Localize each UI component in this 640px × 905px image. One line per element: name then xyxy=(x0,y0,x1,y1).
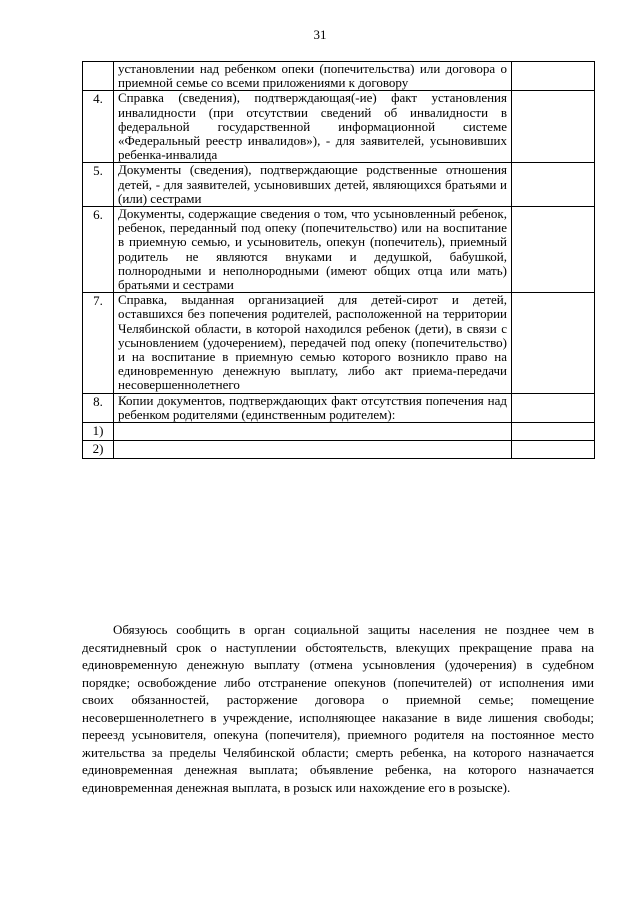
table-row xyxy=(83,62,595,91)
row-document-text: установлении над ребенком опеки (попечительства) или договора о приемной семье со всеми приложениями к договору xyxy=(114,62,512,91)
row-number xyxy=(83,62,114,91)
table-row xyxy=(83,163,595,207)
row-number: 1) xyxy=(83,423,114,441)
row-document-text: Справка, выданная организацией для детей-сирот и детей, оставшихся без попечения родителей, расположенной на территории Челябинской области, в которой находился ребенок (дети), в связи с усыновлением (удочерением), передачей под опеку (попечительство) и на воспитание в приемную семью которого возникло право на единовременную денежную выплату, либо акт приема-передачи несовершеннолетнего xyxy=(114,293,512,393)
row-number: 7. xyxy=(83,293,114,393)
row-document-text xyxy=(114,441,512,459)
row-number: 8. xyxy=(83,393,114,422)
table-row xyxy=(83,293,595,393)
row-number: 2) xyxy=(83,441,114,459)
documents-table xyxy=(82,61,595,459)
row-document-text: Документы, содержащие сведения о том, что усыновленный ребенок, ребенок, переданный под опеку (попечительство) или на воспитание в приемную семью, и усыновитель, опекун (попечитель), приемный родитель не являются внуками и дедушкой, бабушкой, полнородными и неполнородными (имеют общих отца или мать) братьями и сестрами xyxy=(114,207,512,293)
row-document-text: Документы (сведения), подтверждающие родственные отношения детей, - для заявителей, усыновивших детей, являющихся братьями и (или) сестрами xyxy=(114,163,512,207)
row-number: 4. xyxy=(83,91,114,163)
row-blank-cell xyxy=(512,163,595,207)
table-row xyxy=(83,423,595,441)
row-blank-cell xyxy=(512,423,595,441)
row-blank-cell xyxy=(512,441,595,459)
row-blank-cell xyxy=(512,393,595,422)
obligation-paragraph: Обязуюсь сообщить в орган социальной защиты населения не позднее чем в десятидневный срок о наступлении обстоятельств, влекущих прекращение права на единовременную денежную выплату (отмена усыновления (удочерения) в судебном порядке; освобождение либо отстранение опекунов (попечителей) от исполнения ими своих обязанностей, расторжение договора о приемной семье; помещение несовершеннолетнего в учреждение, исполняющее наказание в виде лишения свободы; переезд усыновителя, опекуна (попечителя), приемного родителя на постоянное место жительства за пределы Челябинской области; смерть ребенка, на которого назначается единовременная денежная выплата; объявление ребенка, на которого назначается единовременная денежная выплата, в розыск или нахождение его в розыске). xyxy=(82,622,594,795)
table-row xyxy=(83,207,595,293)
row-document-text xyxy=(114,423,512,441)
row-document-text: Справка (сведения), подтверждающая(-ие) факт установления инвалидности (при отсутствии сведений об инвалидности в федеральной государственной информационной системе «Федеральный реестр инвалидов»), - для заявителей, усыновивших ребенка-инвалида xyxy=(114,91,512,163)
row-number: 5. xyxy=(83,163,114,207)
row-blank-cell xyxy=(512,293,595,393)
table-row xyxy=(83,393,595,422)
row-blank-cell xyxy=(512,207,595,293)
row-number: 6. xyxy=(83,207,114,293)
table-row xyxy=(83,441,595,459)
table-row xyxy=(83,91,595,163)
row-blank-cell xyxy=(512,91,595,163)
page-number: 31 xyxy=(313,27,327,42)
row-document-text: Копии документов, подтверждающих факт отсутствия попечения над ребенком родителями (единственным родителем): xyxy=(114,393,512,422)
row-blank-cell xyxy=(512,62,595,91)
